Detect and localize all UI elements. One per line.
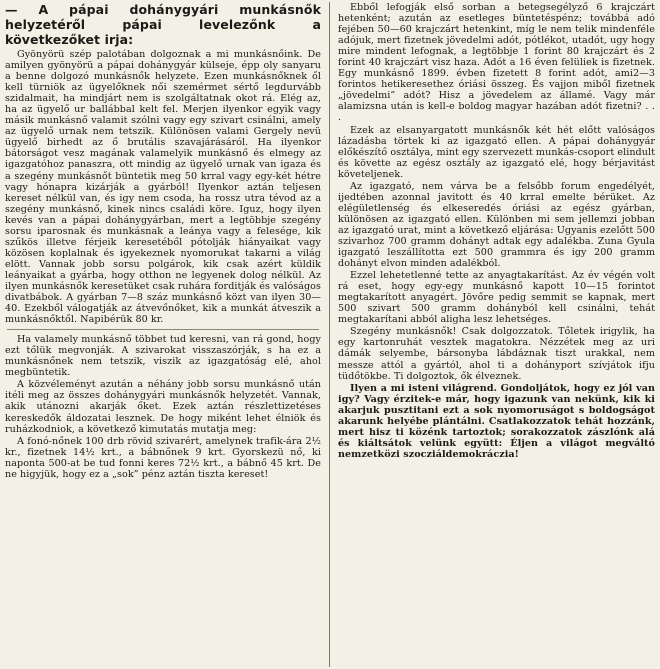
right-paragraph-5: Szegény munkásnők! Csak dolgozzatok. Tőletek irigylik, ha egy kartonruhát vesztek magatokra. Nézzétek meg az uri dámák selyembe, bársonyba lábdáznak tiszt urakkal, nem messze attól a gyártól, ahol ti a dohányport szívjátok ifju tüdőtökbe. Ti dolgoztok, ők élveznek. xyxy=(338,326,655,382)
right-paragraph-4: Ezzel lehetetlenné tette az anyagtakarítást. Az év végén volt rá eset, hogy egy-egy munkásnő kapott 10—15 forintot megtakarított anyagért. Jövőre pedig semmit se kapnak, mert 500 szivart 500 gramm dohányból kell csinálni, tehát megtakarítani abból aligha lesz lehetséges. xyxy=(338,270,655,326)
article-headline: — A pápai dohánygyári munkásnők helyzetéről pápai levelezőnk a következőket irja: xyxy=(5,2,321,47)
section-divider xyxy=(7,329,319,330)
left-paragraph-4: A fonó-nőnek 100 drb rövid szivarért, amelynek trafik-ára 2½ kr., fizetnek 14½ krt., a bábnőnek 9 krt. Gyorskezü nő, ki naponta 500-at be tud fonni keres 72½ krt., a bábnő 45 krt. De ne higyjük, hogy ez a „sok” pénz aztán tiszta kereset! xyxy=(5,435,321,480)
right-column xyxy=(336,2,657,667)
right-paragraph-6: Ilyen a mi isteni világrend. Gondoljátok, hogy ez jól van igy? Vagy érzitek-e már, hogy igazunk van nekünk, kik ki akarjuk pusztitani ezt a sok nyomoruságot s boldogságot akarunk helyébe plántálni. Csatlakozzatok tehát hozzánk, mert hisz ti közénk tartoztok; sorakozzatok zászlónk alá és kiáltsátok velünk együtt: Éljen a világot megváltó nemzetközi szocziáldemokráczia! xyxy=(338,382,655,460)
right-paragraph-1: Ebből lefogják első sorban a betegsegélyző 6 krajczárt hetenként; azután az esetleges büntetéspénz; továbbá adó fejében 50—60 krajczárt hetenkint, míg le nem telik mindenféle adójuk, mert fizetnek jövedelmi adót, pótlékot, utadót, ugy hogy mire mindent lefognak, a legtöbbje 1 forint 80 krajczárt és 2 forint 40 krajczárt visz haza. Adót a 16 éven felüliek is fizetnek. Egy munkásnő 1899. évben fizetett 8 forint adót, ami2—3 forintos hetikeresethez óriási összeg. És vajjon miből fizetnek „jövedelmi” adót? Hisz a jövedelem az államé. Vagy már alamizsna után is kell-e boldog magyar hazában adót fizetni? . . . xyxy=(338,2,655,124)
column-rule xyxy=(329,2,330,667)
left-paragraph-3: A közvéleményt azután a néhány jobb sorsu munkásnő után itéli meg az összes dohánygyári munkásnők helyzetét. Vannak, akik utánozni akarják őket. Ezek aztán részlettizetéses kereskedők áldozatai lesznek. De hogy miként lehet élniök és ruházkodniok, a következő kimutatás mutatja meg: xyxy=(5,379,321,435)
left-column xyxy=(3,2,323,667)
right-paragraph-3: Az igazgató, nem várva be a felsőbb forum engedélyét, ijedtében azonnal javitott és 40 krral emelte bérüket. Az elégületlenség és elkeseredés óriási az egész gyárban, különösen az igazgató ellen. Különben mi sem jellemzi jobban az igazgató urat, mint a következő eljárása: Ugyanis ezelőtt 500 szivarhoz 700 gramm dohányt adtak egy adalékba. Zuna Gyula igazgató leszállította ezt 500 grammra és igy 200 gramm dohányt elvon minden adalékból. xyxy=(338,180,655,270)
left-paragraph-1: Gyönyörü szép palotában dolgoznak a mi munkásnőink. De amilyen gyönyörü a pápai dohánygyár külseje, épp oly sanyaru a benne dolgozó munkásnők helyzete. Ezen munkásnőknek ől kell türniök az ügyelőknek női szemérmet sértő legdurvább szidalmait, ha mindjárt nem is szolgáltatnak okot rá. Elég az, ha az ügyelő ur ballábbal kelt fel. Merjen ilyenkor egyik vagy másik munkásnő valamit szólni vagy egy szivart csinálni, amely az ügyelő urnak nem tetszik. Különösen valami Gergely nevü ügyelő birhedt az ő brutális szavajárásáról. Ha ilyenkor bátorságot vesz magának valamelyik munkásnő és elmegy az igazgatóhoz panaszra, ott mindig az ügyelő urnak van igaza és a szegény munkásnőt büntetik meg 50 krral vagy egy-két hétre vagy hónapra kizárják a gyárból! Ilyenkor aztán teljesen kereset nélkül van, és igy nem csoda, ha rossz utra tévod az a szegény munkásnő, kinek nincs családi köre. Iguz, hogy ilyen kevés van a pápai dohánygyárban, mert a legtöbbje szegény sorsu iparosnak és munkásnak a leánya vagy a felesége, kik szűkös illetve férjeik keresetéből pótolják hiányaikat vagy közösen koplalnak és igyekeznek nyomorukat takarni a világ elött. Vannak jobb sorsu polgárok, kik csak azért küldik leányaikat a gyárba, hogy otthon ne legyenek dolog nélkül. Az ilyen munkásnők keresetüket csak ruhára forditják és valóságos divatbábok. A gyárban 7—8 száz munkásnő közt van ilyen 30—40. Ezekből válogatják az átvevőnőket, kik a munkát átveszik a munkásnőktől. Napibérük 80 kr. xyxy=(5,49,321,326)
left-paragraph-2: Ha valamely munkásnő többet tud keresni, van rá gond, hogy ezt tőlük megvonják. A szivarokat visszaszórják, s ha ez a munkásnőnek nem tetszik, viszik az igazgatóság elé, ahol megbüntetik. xyxy=(5,334,321,379)
right-paragraph-2: Ezek az elsanyargatott munkásnők két hét előtt valóságos lázadásba törtek ki az igazgató ellen. A pápai dohánygyár előkészítő osztálya, mint egy szervezett munkás-csoport elindult és követte az egész osztály az igazgató elé, hogy bérjavitást követeljenek. xyxy=(338,124,655,180)
